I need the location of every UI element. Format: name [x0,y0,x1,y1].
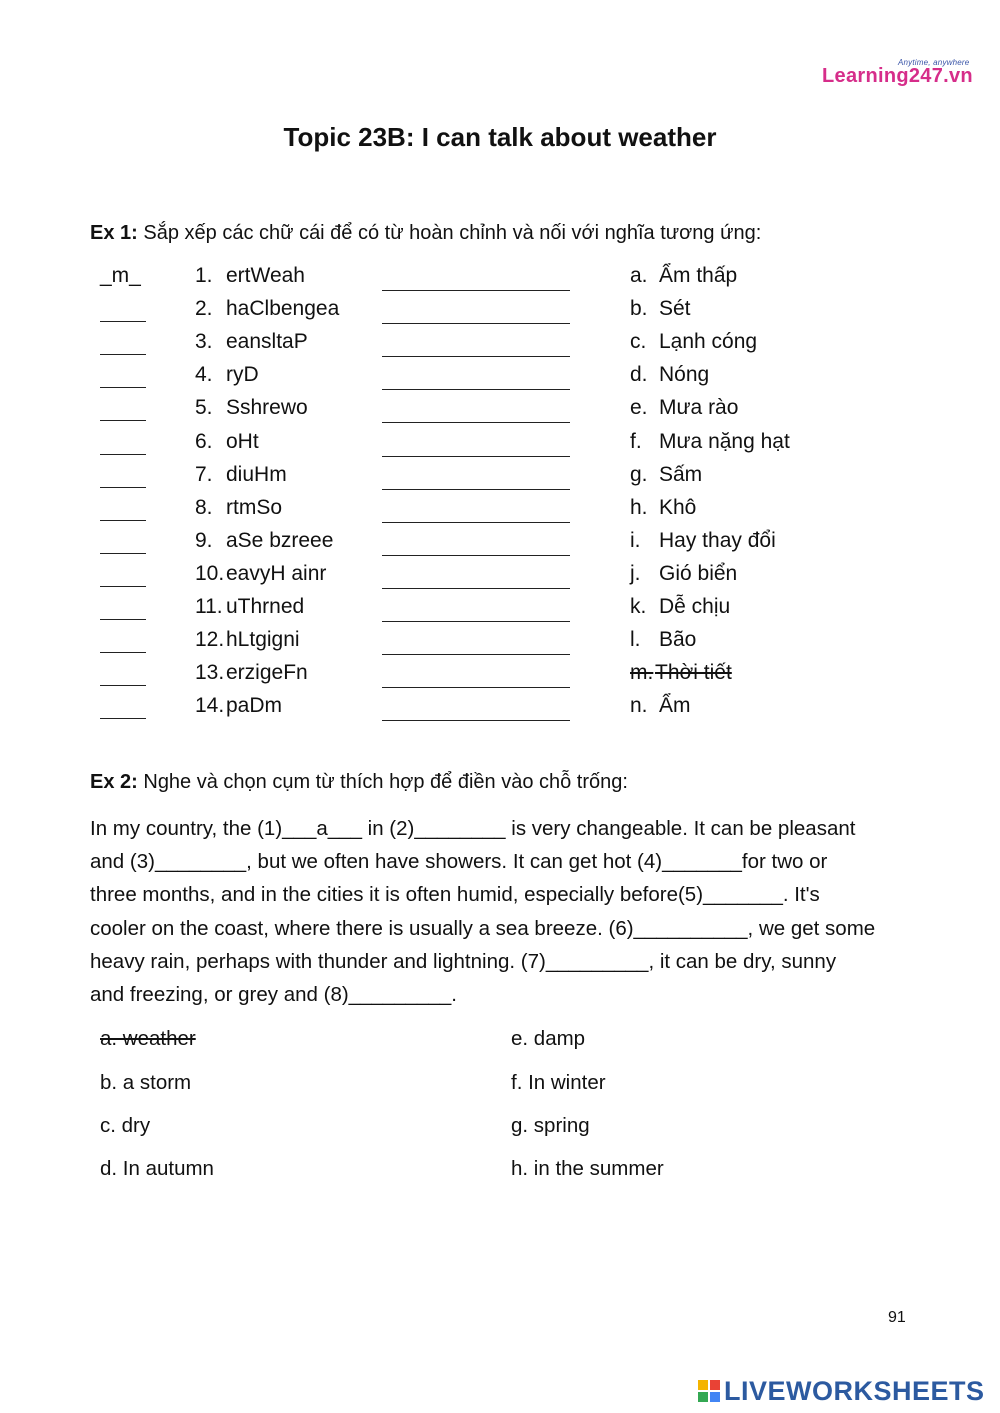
scrambled-word: diuHm [226,462,287,486]
meaning-letter: k. [630,595,647,618]
word-answer-line[interactable] [382,323,570,324]
page-number: 91 [888,1309,906,1326]
meaning-text: Sét [659,297,691,321]
scrambled-word: eansltaP [226,330,308,354]
liveworksheets-badge-icon [698,1380,720,1402]
ex2-option: d. In autumn [100,1157,214,1180]
word-answer-line[interactable] [382,290,570,291]
liveworksheets-logo [698,1376,985,1407]
word-answer-line[interactable] [382,588,570,589]
scrambled-word: ertWeah [226,264,305,287]
meaning-letter: f. [630,429,642,453]
word-answer-line[interactable] [382,555,570,556]
meaning-letter: n. [630,694,648,718]
word-answer-line[interactable] [382,489,570,490]
item-number: 5. [195,396,213,420]
ex1-row [0,628,1000,660]
word-answer-line[interactable] [382,687,570,688]
ex1-row [0,430,1000,462]
ex1-row [0,595,1000,627]
word-answer-line[interactable] [382,654,570,655]
ex2-option: a. weather [100,1027,196,1050]
item-number: 6. [195,429,213,453]
answer-blank[interactable] [100,463,148,488]
item-number: 1. [195,264,213,287]
ex2-passage [90,812,920,1011]
ex1-row [0,297,1000,329]
ex1-row [0,694,1000,726]
learning247-logo: Learning247.vn [822,65,973,87]
ex1-row [0,562,1000,594]
item-number: 10. [195,561,225,585]
ex1-row [0,529,1000,561]
meaning-text: Ẩm thấp [659,264,738,287]
answer-blank[interactable] [100,694,148,719]
scrambled-word: eavyH ainr [226,561,327,585]
ex2-option: g. spring [511,1114,590,1137]
meaning-letter: j. [630,561,641,585]
ex1-row [0,463,1000,495]
scrambled-word: haClbengea [226,297,340,321]
passage-line: heavy rain, perhaps with thunder and lightning. (7)_________, it can be dry, sunny [90,949,837,973]
meaning-letter: h. [630,495,648,519]
word-answer-line[interactable] [382,456,570,457]
ex1-row [0,496,1000,528]
answer-blank[interactable] [100,396,148,421]
meaning-text: Nóng [659,363,710,387]
ex2-label: Ex 2: [90,771,138,793]
word-answer-line[interactable] [382,720,570,721]
scrambled-word: erzigeFn [226,661,308,685]
answer-blank[interactable]: _m_ [100,264,141,287]
passage-line: three months, and in the cities it is often humid, especially before(5)_______. It's [90,883,820,907]
meaning-text: Bão [659,628,697,652]
meaning-text: Khô [659,495,697,519]
item-number: 13. [195,661,225,685]
answer-blank[interactable] [100,496,148,521]
answer-blank[interactable] [100,529,148,554]
meaning-text: Dễ chịu [659,595,731,618]
word-answer-line[interactable] [382,522,570,523]
passage-line: and freezing, or grey and (8)_________. [90,983,457,1007]
meaning-text: Mưa rào [659,396,739,420]
item-number: 9. [195,528,213,552]
ex1-row [0,363,1000,395]
ex2-instruction [90,771,628,794]
ex1-instruction [90,222,761,245]
scrambled-word: hLtgigni [226,628,300,652]
answer-blank[interactable] [100,330,148,355]
ex1-row [0,264,1000,296]
item-number: 12. [195,628,225,652]
scrambled-word: oHt [226,429,259,453]
item-number: 11. [195,595,223,618]
answer-blank[interactable] [100,562,148,587]
answer-blank[interactable] [100,661,148,686]
ex2-option: e. damp [511,1027,586,1050]
ex2-instruction-text: Nghe và chọn cụm từ thích hợp để điền vào chỗ trống: [137,771,628,793]
logo-tagline: Anytime, anywhere [898,58,970,67]
passage-line: and (3)________, but we often have showers. It can get hot (4)_______for two or [90,850,828,874]
meaning-text: Hay thay đổi [659,528,776,552]
ex1-row [0,330,1000,362]
word-answer-line[interactable] [382,621,570,622]
scrambled-word: aSe bzreee [226,528,334,552]
meaning-text: Sấm [659,462,703,486]
ex2-option: h. in the summer [511,1157,664,1180]
meaning-letter: i. [630,528,641,552]
ex1-label: Ex 1: [90,222,138,244]
item-number: 3. [195,330,213,354]
meaning-letter: g. [630,462,648,486]
scrambled-word: ryD [226,363,259,387]
ex1-row [0,396,1000,428]
ex1-instruction-text: Sắp xếp các chữ cái để có từ hoàn chỉnh và nối với nghĩa tương ứng: [137,222,762,244]
meaning-text: Lạnh cóng [659,330,758,354]
meaning-letter: b. [630,297,648,321]
passage-line: cooler on the coast, where there is usually a sea breeze. (6)__________, we get some [90,916,876,940]
meaning-letter: d. [630,363,648,387]
meaning-text: Mưa nặng hạt [659,429,790,453]
item-number: 7. [195,462,213,486]
scrambled-word: paDm [226,694,283,718]
answer-blank[interactable] [100,628,148,653]
answer-blank[interactable] [100,595,148,620]
item-number: 4. [195,363,213,387]
item-number: 8. [195,495,213,519]
meaning-letter: a. [630,264,648,287]
word-answer-line[interactable] [382,356,570,357]
answer-blank[interactable] [100,363,148,388]
scrambled-word: rtmSo [226,495,283,519]
item-number: 14. [195,694,225,718]
liveworksheets-text: LIVEWORKSHEETS [724,1376,985,1406]
meaning-text: Ẩm [659,694,691,718]
scrambled-word: uThrned [226,595,305,618]
answer-blank[interactable] [100,297,148,322]
meaning-letter: l. [630,628,641,652]
word-answer-line[interactable] [382,389,570,390]
meaning-letter: c. [630,330,647,354]
ex1-row [0,661,1000,693]
scrambled-word: Sshrewo [226,396,308,420]
ex2-option: b. a storm [100,1071,192,1094]
ex2-option: c. dry [100,1114,151,1137]
item-number: 2. [195,297,213,321]
word-answer-line[interactable] [382,422,570,423]
meaning-letter: m. [630,661,654,685]
page-title: Topic 23B: I can talk about weather [283,122,717,152]
meaning-text: Thời tiết [655,661,732,685]
answer-blank[interactable] [100,430,148,455]
meaning-text: Gió biển [659,561,738,585]
ex2-option: f. In winter [511,1071,606,1094]
passage-line: In my country, the (1)___a___ in (2)________ is very changeable. It can be pleasant [90,817,856,840]
meaning-letter: e. [630,396,648,420]
